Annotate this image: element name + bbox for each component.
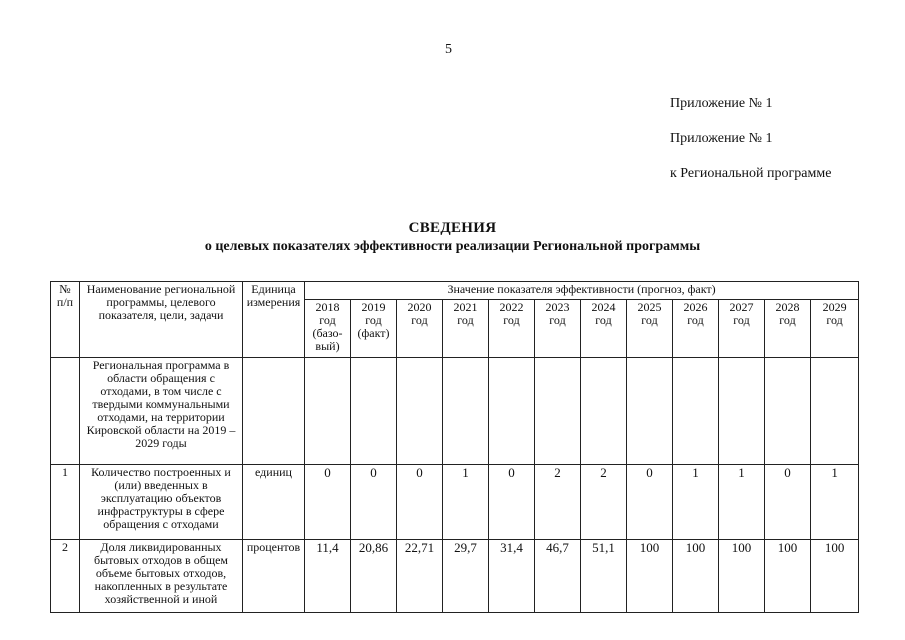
header-year: 2024 год bbox=[581, 300, 627, 358]
row-value: 100 bbox=[719, 540, 765, 613]
row-value bbox=[673, 358, 719, 465]
row-value bbox=[627, 358, 673, 465]
appendix-line-3: к Региональной программе bbox=[670, 166, 832, 181]
header-num: № п/п bbox=[51, 282, 80, 358]
row-num: 2 bbox=[51, 540, 80, 613]
header-year: 2026 год bbox=[673, 300, 719, 358]
row-value: 51,1 bbox=[581, 540, 627, 613]
header-year: 2025 год bbox=[627, 300, 673, 358]
row-value: 0 bbox=[351, 465, 397, 540]
indicators-table bbox=[50, 281, 859, 613]
header-year: 2027 год bbox=[719, 300, 765, 358]
row-value bbox=[397, 358, 443, 465]
row-value bbox=[351, 358, 397, 465]
row-unit bbox=[243, 358, 305, 465]
row-value: 100 bbox=[627, 540, 673, 613]
header-year: 2021 год bbox=[443, 300, 489, 358]
row-value: 22,71 bbox=[397, 540, 443, 613]
row-value bbox=[719, 358, 765, 465]
row-value bbox=[535, 358, 581, 465]
row-unit: единиц bbox=[243, 465, 305, 540]
row-value bbox=[489, 358, 535, 465]
row-value bbox=[765, 358, 811, 465]
appendix-line-2: Приложение № 1 bbox=[670, 131, 773, 146]
row-value: 1 bbox=[443, 465, 489, 540]
header-year: 2020 год bbox=[397, 300, 443, 358]
appendix-line-1: Приложение № 1 bbox=[670, 96, 773, 111]
row-value: 0 bbox=[489, 465, 535, 540]
row-value: 2 bbox=[535, 465, 581, 540]
row-name: Количество построенных и (или) введенных в эксплуатацию объектов инфраструктуры в сфере обращения с отходами bbox=[80, 465, 243, 540]
header-year: 2018 год (базо-вый) bbox=[305, 300, 351, 358]
page-number: 5 bbox=[445, 42, 452, 57]
document-title: СВЕДЕНИЯ bbox=[408, 220, 497, 236]
row-value: 0 bbox=[765, 465, 811, 540]
document-subtitle: о целевых показателях эффективности реализации Региональной программы bbox=[204, 239, 701, 254]
row-value: 0 bbox=[397, 465, 443, 540]
row-name: Доля ликвидированных бытовых отходов в общем объеме бытовых отходов, накопленных в результате хозяйственной и иной bbox=[80, 540, 243, 613]
row-value bbox=[811, 358, 859, 465]
table-row bbox=[51, 540, 859, 613]
row-value: 46,7 bbox=[535, 540, 581, 613]
row-value: 1 bbox=[719, 465, 765, 540]
row-value: 0 bbox=[627, 465, 673, 540]
row-num bbox=[51, 358, 80, 465]
row-value bbox=[305, 358, 351, 465]
header-unit: Единица измерения bbox=[243, 282, 305, 358]
row-value: 100 bbox=[811, 540, 859, 613]
row-value: 100 bbox=[673, 540, 719, 613]
row-value: 1 bbox=[673, 465, 719, 540]
header-year: 2023 год bbox=[535, 300, 581, 358]
header-values: Значение показателя эффективности (прогноз, факт) bbox=[305, 282, 859, 300]
row-name: Региональная программа в области обращения с отходами, в том числе с твердыми коммунальными отходами, на территории Кировской области на 2019 – 2029 годы bbox=[80, 358, 243, 465]
header-year: 2019 год (факт) bbox=[351, 300, 397, 358]
row-value bbox=[443, 358, 489, 465]
header-year: 2028 год bbox=[765, 300, 811, 358]
header-name: Наименование региональной программы, целевого показателя, цели, задачи bbox=[80, 282, 243, 358]
header-year: 2029 год bbox=[811, 300, 859, 358]
row-value bbox=[581, 358, 627, 465]
row-value: 11,4 bbox=[305, 540, 351, 613]
row-value: 20,86 bbox=[351, 540, 397, 613]
table-row bbox=[51, 465, 859, 540]
row-value: 100 bbox=[765, 540, 811, 613]
row-value: 1 bbox=[811, 465, 859, 540]
row-num: 1 bbox=[51, 465, 80, 540]
row-value: 2 bbox=[581, 465, 627, 540]
header-year: 2022 год bbox=[489, 300, 535, 358]
row-value: 29,7 bbox=[443, 540, 489, 613]
row-value: 0 bbox=[305, 465, 351, 540]
row-value: 31,4 bbox=[489, 540, 535, 613]
row-unit: процентов bbox=[243, 540, 305, 613]
table-row bbox=[51, 358, 859, 465]
